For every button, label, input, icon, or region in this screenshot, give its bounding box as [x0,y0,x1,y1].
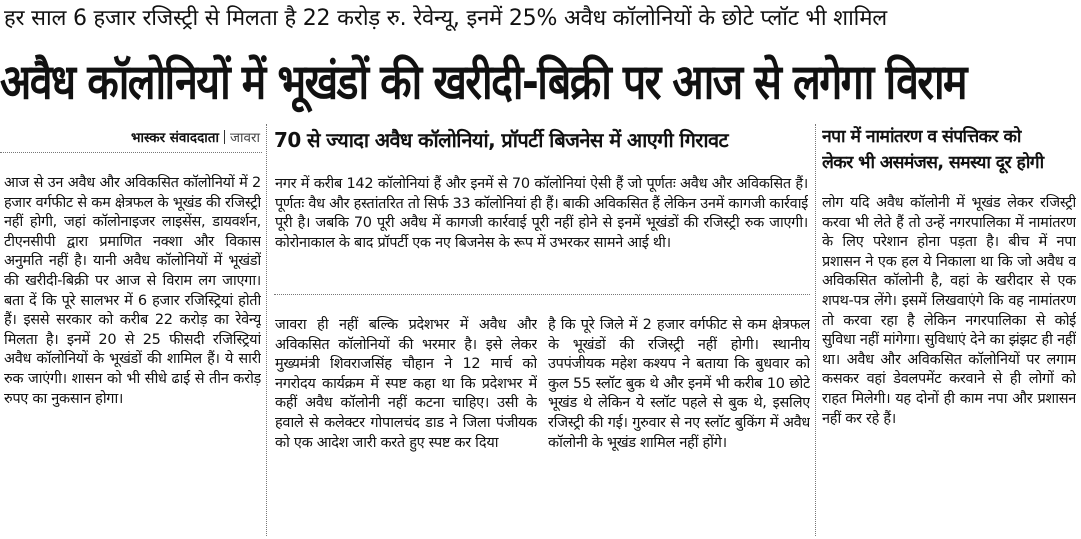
column-divider-2 [815,124,816,536]
column-divider-1 [266,124,267,536]
column-2 [275,316,537,536]
headline: अवैध कॉलोनियों में भूखंडों की खरीदी-बिक्री पर आज से लगेगा विराम [0,53,966,111]
mid-intro [275,175,808,275]
column-4-text: लोग यदि अवैध कॉलोनी में भूखंड लेकर रजिस्ट्री करवा भी लेते हैं तो उन्हें नगरपालिका में नामांतरण के लिए परेशान होना पड़ता है। बीच में नपा प्रशासन ने एक हल ये निकाला था कि जो अवैध व अविकसित कॉलोनी है, वहां के खरीदार से एक शपथ-पत्र लेंगे। इसमें लिखवाएंगे कि वह नामांतरण तो करवा रहा है लेकिन नगरपालिका से कोई सुविधा नहीं मांगेगा। सुविधाएं देने का झंझट ही नहीं था। अवैध और अविकसित कॉलोनियों पर लगाम कसकर वहां डेवलपमेंट करवाने से ही लोगों को राहत मिलेगी। यह दोनों ही काम नपा और प्रशासन नहीं कर रहे हैं। [822,195,1076,427]
kicker-line: हर साल 6 हजार रजिस्ट्री से मिलता है 22 करोड़ रु. रेवेन्यू, इनमें 25% अवैध कॉलोनियों के छोटे प्लॉट भी शामिल [4,6,888,31]
byline-city: जावरा [229,130,260,146]
byline-author: भास्कर संवाददाता [130,130,219,146]
byline [0,126,260,150]
right-subhead-line-1: नपा में नामांतरण व संपत्तिकर को [822,127,1021,147]
byline-separator [224,130,225,144]
column-1 [4,174,261,534]
mid-section-rule [274,294,810,295]
column-4 [822,194,1076,534]
right-subhead-line-2: लेकर भी असमंजस, समस्या दूर होगी [822,153,1044,173]
column-1-text: आज से उन अवैध और अविकसित कॉलोनियों में 2 हजार वर्गफीट से कम क्षेत्रफल के भूखंड की रजिस्ट्री नहीं होगी, जहां कॉलोनाइजर लाइसेंस, डायवर्शन, टीएनसीपी द्वारा प्रमाणित नक्शा और विकास अनुमति नहीं है। यानी अवैध कॉलोनियों में भूखंडों की खरीदी-बिक्री पर आज से विराम लग जाएगा। बता दें कि पूरे सालभर में 6 हजार रजिस्ट्रियां होती हैं। इससे सरकार को करीब 22 करोड़ का रेवेन्यू मिलता है। इनमें 20 से 25 फीसदी रजिस्ट्रियां अवैध कॉलोनियों के भूखंडों की शामिल हैं। ये सारी रुक जाएंगी। शासन को भी सीधे ढाई से तीन करोड़ रुपए का नुकसान होगा। [4,175,261,407]
column-3-text: है कि पूरे जिले में 2 हजार वर्गफीट से कम क्षेत्रफल के भूखंडों की रजिस्ट्री नहीं होगी। स्थानीय उपपंजीयक महेश कश्यप ने बताया कि बुधवार को कुल 55 स्लॉट बुक थे और इनमें भी करीब 10 छोटे भूखंड थे लेकिन ये स्लॉट पहले से बुक थे, इसलिए रजिस्ट्री की गई। गुरुवार से नए स्लॉट बुकिंग में अवैध कॉलोनी के भूखंड शामिल नहीं होंगे। [548,317,810,451]
mid-intro-text: नगर में करीब 142 कॉलोनियां हैं और इनमें से 70 कॉलोनियां ऐसी हैं जो पूर्णतः अवैध और अविकसित हैं। पूर्णतः वैध और हस्तांतरित तो सिर्फ 33 कॉलोनियां ही हैं। बाकी अविकसित हैं लेकिन उनमें कागजी कार्रवाई पूरी है। जबकि 70 पूरी अवैध में कागजी कार्रवाई पूरी नहीं होने से इनमें भूखंडों की रजिस्ट्री रुक जाएगी। कोरोनाकाल के बाद प्रॉपर्टी एक नए बिजनेस के रूप में उभरकर सामने आई थी। [275,176,808,251]
byline-rule [0,152,262,153]
column-2-text: जावरा ही नहीं बल्कि प्रदेशभर में अवैध और अविकसित कॉलोनियों की भरमार है। इसे लेकर मुख्यमंत्री शिवराजसिंह चौहान ने 12 मार्च को नगरोदय कार्यक्रम में स्पष्ट कहा था कि प्रदेशभर में कहीं अवैध कॉलोनी नहीं कटना चाहिए। उसी के हवाले से कलेक्टर गोपालचंद डाड ने जिला पंजीयक को एक आदेश जारी करते हुए स्पष्ट कर दिया [275,317,537,451]
mid-subhead: 70 से ज्यादा अवैध कॉलोनियां, प्रॉपर्टी बिजनेस में आएगी गिरावट [274,128,729,152]
column-3 [548,316,810,536]
